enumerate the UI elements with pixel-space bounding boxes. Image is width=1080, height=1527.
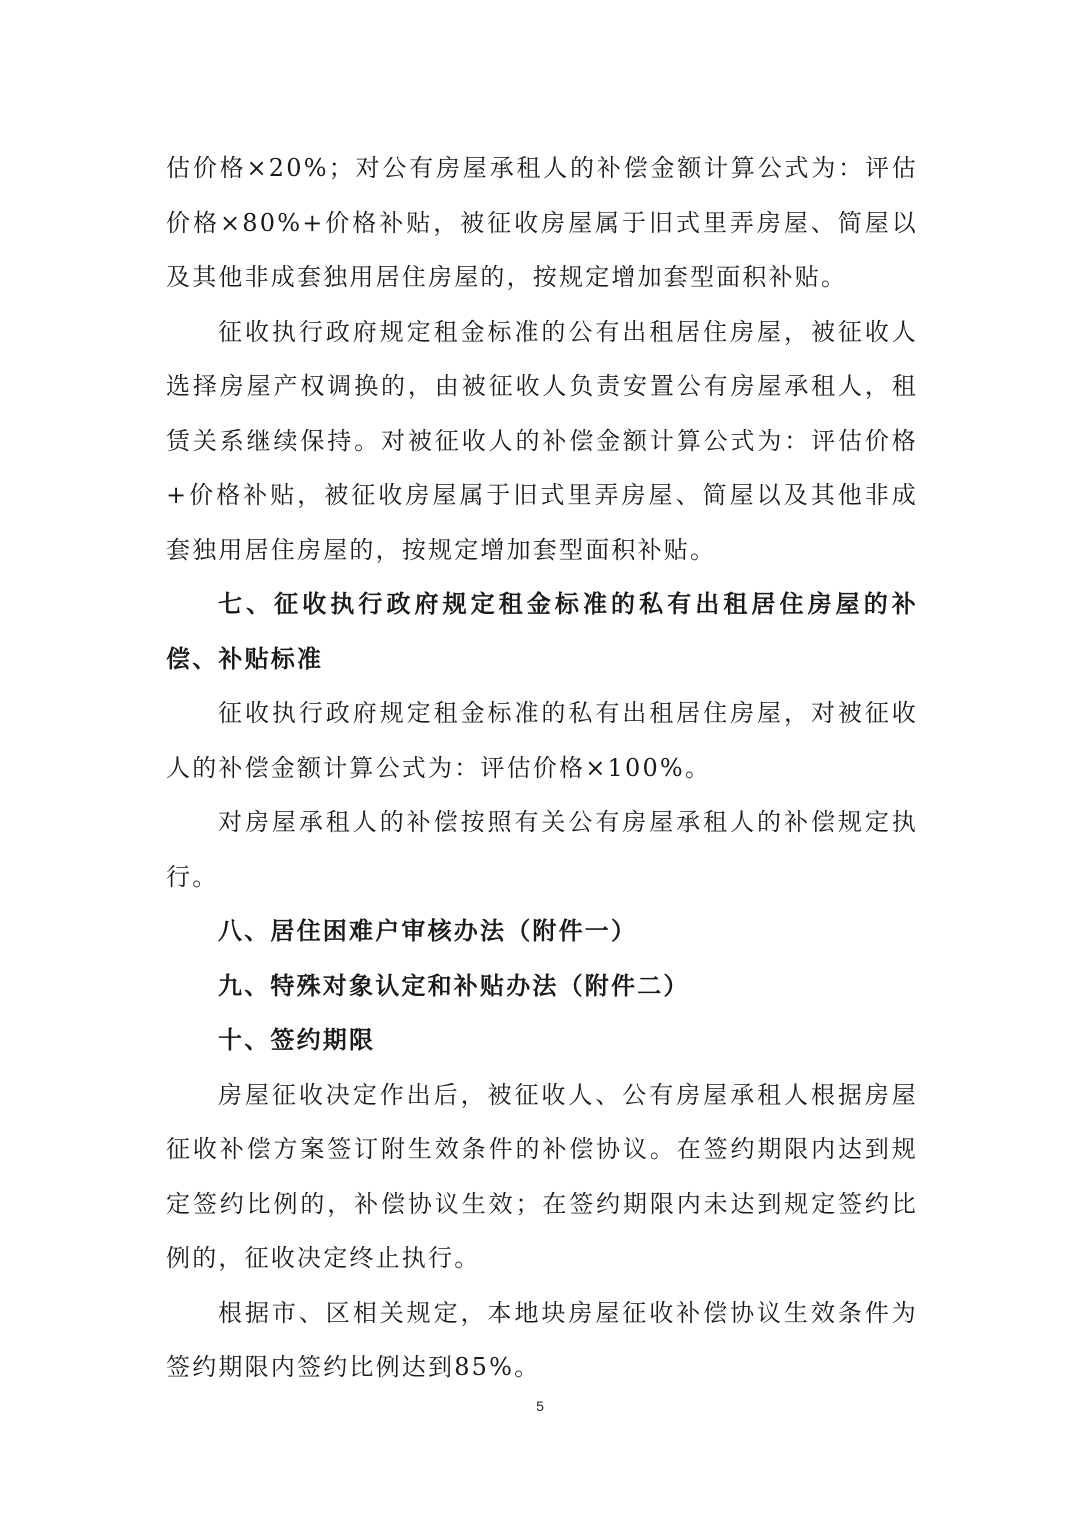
paragraph-private-rental: 征收执行政府规定租金标准的私有出租居住房屋，对被征收人的补偿金额计算公式为：评估价格×100%。 <box>166 699 918 782</box>
paragraph-property-exchange: 征收执行政府规定租金标准的公有出租居住房屋，被征收人选择房屋产权调换的，由被征收人负责安置公有房屋承租人，租赁关系继续保持。对被征收人的补偿金额计算公式为：评估价格+价格补贴，被征收房屋属于旧式里弄房屋、简屋以及其他非成套独用居住房屋的，按规定增加套型面积补贴。 <box>166 317 918 564</box>
section-heading-7: 七、征收执行政府规定租金标准的私有出租居住房屋的补偿、补贴标准 <box>166 590 918 673</box>
section-heading-10: 十、签约期限 <box>218 1026 376 1054</box>
section-heading-8: 八、居住困难户审核办法（附件一） <box>218 917 638 945</box>
section-heading-9: 九、特殊对象认定和补贴办法（附件二） <box>218 971 690 1000</box>
paragraph-signing-ratio: 根据市、区相关规定，本地块房屋征收补偿协议生效条件为签约期限内签约比例达到85%。 <box>166 1298 918 1381</box>
paragraph-tenant-compensation: 对房屋承租人的补偿按照有关公有房屋承租人的补偿规定执行。 <box>166 808 918 891</box>
page-number: 5 <box>536 1398 544 1414</box>
document-body <box>166 141 918 1395</box>
paragraph-signing-agreement: 房屋征收决定作出后，被征收人、公有房屋承租人根据房屋征收补偿方案签订附生效条件的补偿协议。在签约期限内达到规定签约比例的，补偿协议生效；在签约期限内未达到规定签约比例的，征收决定终止执行。 <box>166 1080 918 1272</box>
paragraph-continued: 估价格×20%；对公有房屋承租人的补偿金额计算公式为：评估价格×80%+价格补贴，被征收房屋属于旧式里弄房屋、简屋以及其他非成套独用居住房屋的，按规定增加套型面积补贴。 <box>166 154 918 291</box>
